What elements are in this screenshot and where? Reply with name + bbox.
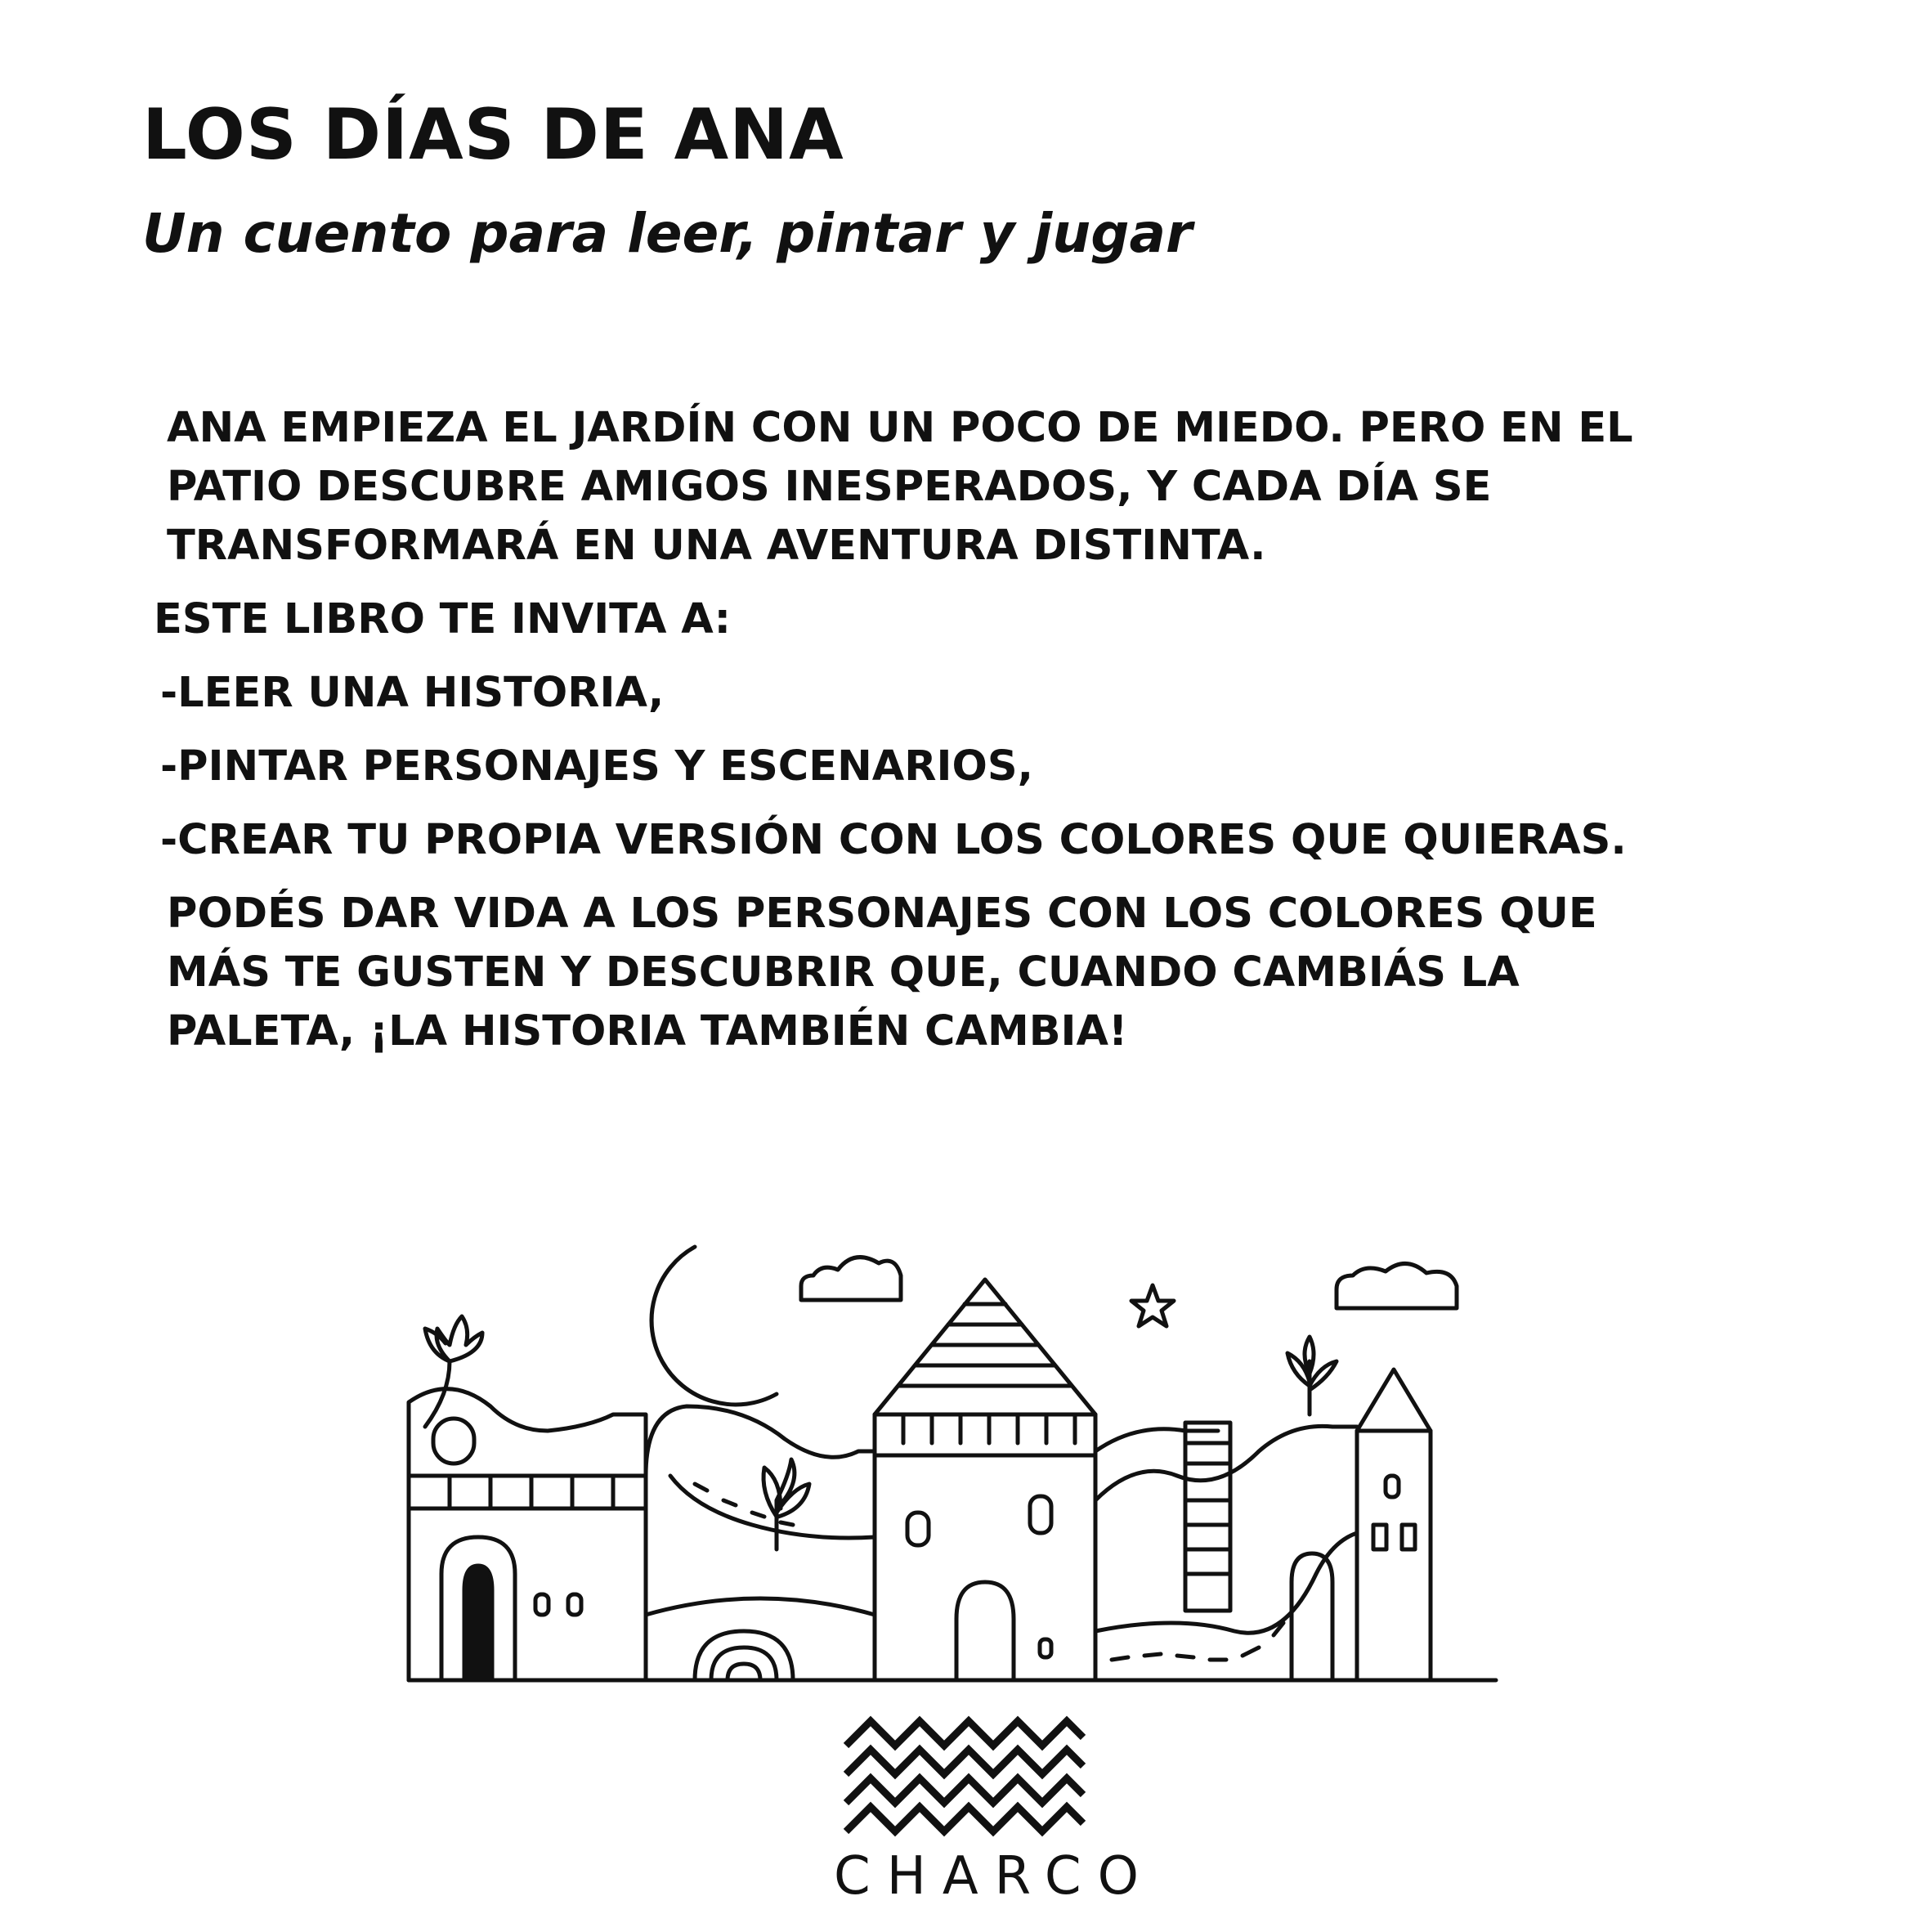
brand [834, 1713, 1155, 1917]
brand-name: CHARCO [834, 1846, 1155, 1907]
house-icon [875, 1280, 1095, 1680]
cloud-icon [1337, 1263, 1457, 1308]
moon-icon [652, 1247, 777, 1405]
list-item-paint: -PINTAR PERSONAJES Y ESCENARIOS, [160, 742, 1033, 791]
plant-icon [1287, 1337, 1337, 1414]
tower-icon [1357, 1369, 1431, 1680]
description [142, 399, 1679, 1076]
page-title: LOS DÍAS DE ANA [142, 94, 844, 176]
cloud-icon [801, 1257, 901, 1300]
list-item-create: -CREAR TU PROPIA VERSIÓN CON LOS COLORES QUE QUIERAS. [160, 816, 1627, 864]
closing-paragraph: PODÉS DAR VIDA A LOS PERSONAJES CON LOS COLORES QUE MÁS TE GUSTEN Y DESCUBRIR QUE, CUANDO CAMBIÁS LA PALETA, ¡LA HISTORIA TAMBIÉN CAMBIA! [167, 890, 1597, 1056]
star-icon [1131, 1285, 1174, 1326]
invite-line: ESTE LIBRO TE INVITA A: [154, 595, 732, 643]
zigzag-waves-logo-icon [842, 1713, 1087, 1844]
flower-icon [425, 1316, 482, 1427]
page-subtitle: Un cuento para leer, pintar y jugar [142, 202, 1193, 265]
list-item-read: -LEER UNA HISTORIA, [160, 669, 665, 717]
village-night-line-art-icon [401, 1230, 1504, 1688]
building-icon [409, 1389, 646, 1680]
intro-paragraph: ANA EMPIEZA EL JARDÍN CON UN POCO DE MIEDO. PERO EN EL PATIO DESCUBRE AMIGOS INESPERADOS, Y CADA DÍA SE TRANSFORMARÁ EN UNA AVENTURA DISTINTA. [167, 404, 1633, 570]
